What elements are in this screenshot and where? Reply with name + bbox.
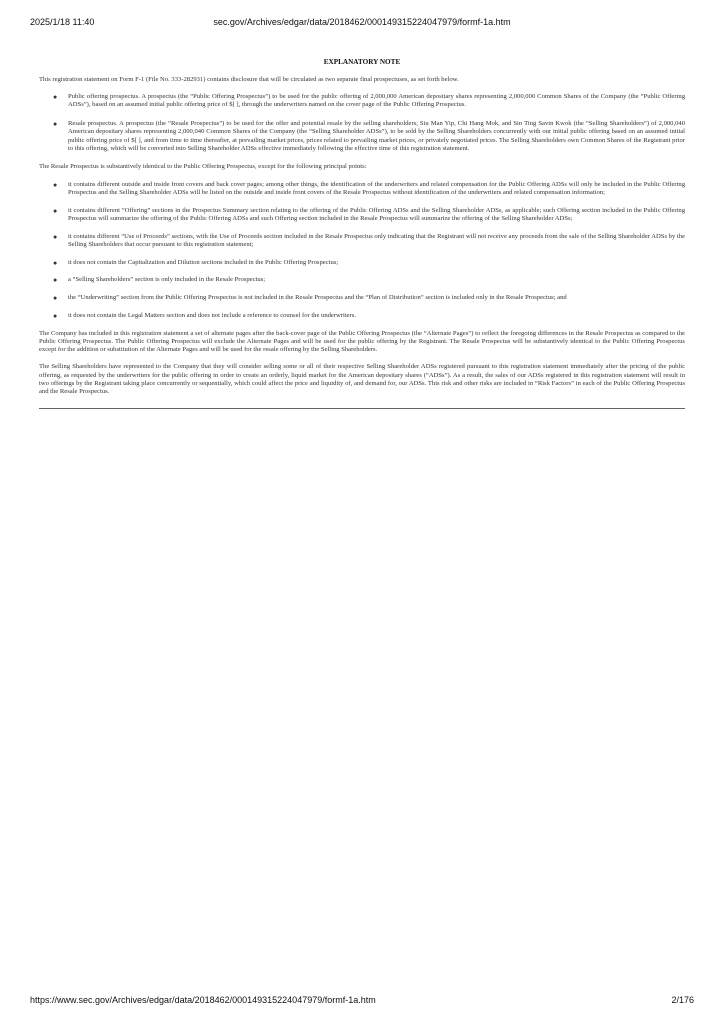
list-item bbox=[39, 181, 685, 197]
list-item bbox=[39, 93, 685, 109]
bullet-icon: ● bbox=[53, 180, 58, 189]
print-footer bbox=[30, 995, 694, 1007]
print-header-url: sec.gov/Archives/edgar/data/2018462/000149315224047979/formf-1a.htm bbox=[213, 17, 511, 27]
alternate-pages-paragraph: The Company has included in this registration statement a set of alternate pages after the back-cover page of the Public Offering Prospectus (the “Alternate Pages”) to reflect the foregoing differences in the Resale Prospectus as compared to the Public Offering Prospectus. The Public Offering Prospectus will exclude the Alternate Pages and will be used for the public offering by the Registrant. The Resale Prospectus will be substantively identical to the Public Offering Prospectus except for the addition or substitution of the Alternate Pages and will be used for the resale offering by the Selling Shareholders. bbox=[39, 329, 685, 354]
list-item-text: it contains different outside and inside front covers and back cover pages; among other things, the identification of the underwriters and related compensation for the Public Offering ADSs will only be included in the Public Offering Prospectus and the Selling Shareholder ADSs will be listed on the outside and inside front covers of the Resale Prospectus without identification of the underwriters and related compensation information; bbox=[68, 180, 685, 196]
list-item-text: it does not contain the Capitalization and Dilution sections included in the Public Offering Prospectus; bbox=[68, 258, 339, 266]
list-item-text: Public offering prospectus. A prospectus (the “Public Offering Prospectus”) to be used for the public offering of 2,000,000 American depositary shares representing 2,000,000 Common Shares of the Company (the “Public Offering ADSs”), based on an assumed initial public offering price of $[ ], through the underwriters named on the cover page of the Public Offering Prospectus. bbox=[68, 93, 685, 109]
list-item-text: a “Selling Shareholders” section is only included in the Resale Prospectus; bbox=[68, 276, 266, 284]
prospectus-list bbox=[39, 93, 685, 153]
print-footer-url: https://www.sec.gov/Archives/edgar/data/2018462/000149315224047979/formf-1a.htm bbox=[30, 995, 376, 1005]
bullet-icon: ● bbox=[53, 294, 58, 303]
bullet-icon: ● bbox=[53, 206, 58, 215]
bullet-icon: ● bbox=[53, 120, 58, 129]
bullet-icon: ● bbox=[53, 276, 58, 285]
list-item-text: it contains different “Offering” sections in the Prospectus Summary section relating to the offering of the Public Offering ADSs and the Selling Shareholder ADSs, as applicable; such Offering section included in the Public Offering Prospectus will summarize the offering of the Public Offering ADSs and such Offering section included in the Resale Prospectus will summarize the offering of the Selling Shareholder ADSs; bbox=[68, 206, 685, 222]
list-item-text: it does not contain the Legal Matters section and does not include a reference to counsel for the underwriters. bbox=[68, 312, 357, 320]
page-number: 2/176 bbox=[671, 995, 694, 1005]
bullet-icon: ● bbox=[53, 232, 58, 241]
document-body bbox=[39, 58, 685, 409]
list-item bbox=[39, 312, 685, 320]
document-title: EXPLANATORY NOTE bbox=[323, 58, 401, 66]
list-item-text: it contains different “Use of Proceeds” sections, with the Use of Proceeds section included in the Resale Prospectus only indicating that the Registrant will not receive any proceeds from the sale of the Selling Shareholder ADSs by the Selling Shareholders that occur pursuant to this registration statement; bbox=[68, 232, 685, 248]
list-item bbox=[39, 207, 685, 223]
resale-intro-paragraph: The Resale Prospectus is substantively identical to the Public Offering Prospectus, except for the following principal points: bbox=[39, 163, 367, 171]
bullet-icon: ● bbox=[53, 93, 58, 102]
intro-paragraph: This registration statement on Form F-1 (File No. 333-282931) contains disclosure that will be circulated as two separate final prospectuses, as set forth below. bbox=[39, 76, 459, 83]
print-datetime: 2025/1/18 11:40 bbox=[30, 17, 95, 27]
section-divider bbox=[39, 408, 685, 409]
list-item bbox=[39, 294, 685, 302]
list-item bbox=[39, 259, 685, 267]
bullet-icon: ● bbox=[53, 312, 58, 321]
differences-list bbox=[39, 181, 685, 321]
list-item-text: Resale prospectus. A prospectus (the “Resale Prospectus”) to be used for the offer and potential resale by the selling shareholders, Siu Man Yip, Chi Hang Mok, and Sin Ting Savin Kwok (the “Selling Shareholders”) of 2,000,040 American depositary shares representing 2,000,040 Common Shares of the Company (the “Selling Shareholder ADSs”), to be sold by the Selling Shareholders concurrently with our initial public offering based on an assumed initial public offering price of $[ ], and from time to time thereafter, at prevailing market prices, prices related to prevailing market prices, or privately negotiated prices. The Selling Shareholders own Common Shares of the Registrant prior to this offering, which will be converted into Selling Shareholder ADSs effective immediately following the effective time of this registration statement. bbox=[68, 120, 685, 152]
list-item bbox=[39, 276, 685, 284]
list-item bbox=[39, 233, 685, 249]
list-item-text: the “Underwriting” section from the Public Offering Prospectus is not included in the Resale Prospectus and the “Plan of Distribution” section is included only in the Resale Prospectus; and bbox=[68, 294, 567, 302]
bullet-icon: ● bbox=[53, 258, 58, 267]
print-header bbox=[30, 17, 694, 29]
selling-shareholders-paragraph: The Selling Shareholders have represented to the Company that they will consider selling some or all of their respective Selling Shareholder ADSs registered pursuant to this registration statement immediately after the pricing of the public offering, as requested by the underwriters for the public offering in order to create an orderly, liquid market for the American depositary shares (“ADSs”). As a result, the sales of our ADSs registered in this registration statement will result in two offerings by the Registrant taking place concurrently or sequentially, which could affect the price and liquidity of, and demand for, our ADSs. This risk and other risks are included in “Risk Factors” in each of the Public Offering Prospectus and the Resale Prospectus. bbox=[39, 363, 685, 396]
list-item bbox=[39, 120, 685, 153]
